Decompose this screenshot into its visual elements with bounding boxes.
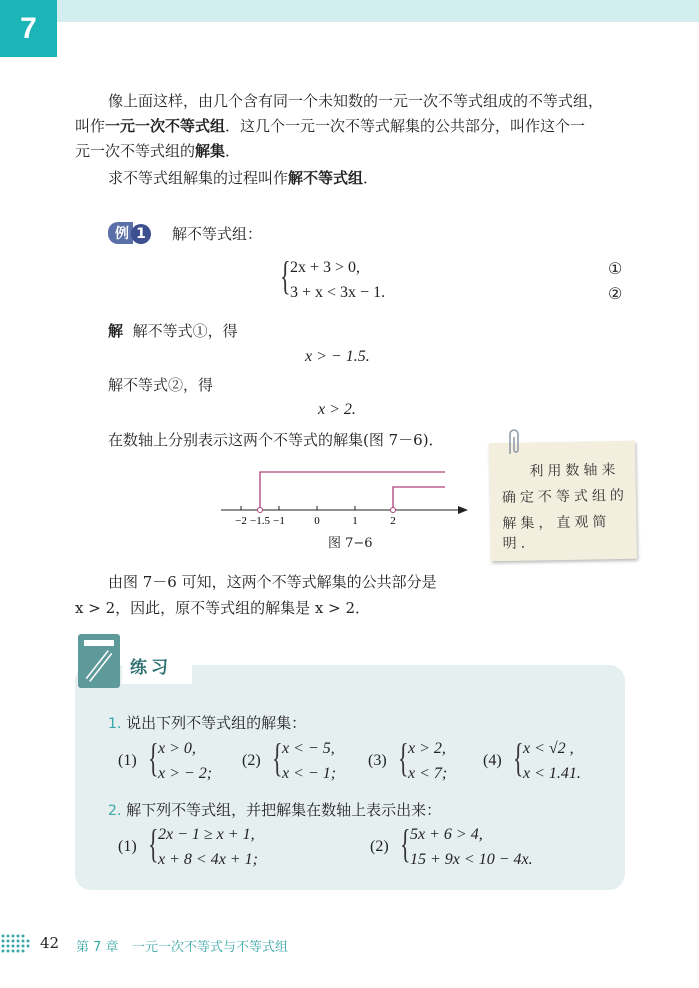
system-line-1: 2x − 1 ≥ x + 1, (158, 826, 255, 843)
system-label: (1) (118, 752, 137, 769)
brace: { (148, 735, 159, 780)
note-line: 利用数轴来 (529, 462, 620, 480)
brace: { (398, 735, 409, 780)
text: 叫作 (75, 117, 106, 135)
solution-label: 解 (108, 322, 124, 340)
page-number: 42 (40, 934, 60, 952)
system-label: (2) (370, 838, 389, 855)
system-line-1: x > 0, (158, 740, 196, 757)
example-badge (108, 222, 151, 244)
dot-arrow-icon (0, 930, 36, 958)
system-line-2: x < 1.41. (523, 765, 581, 782)
solution-step-2: 解不等式②，得 (108, 376, 214, 394)
open-point (258, 508, 263, 513)
conclusion-line-2: x > 2，因此，原不等式组的解集是 x > 2． (75, 599, 370, 617)
sticky-note (489, 441, 637, 562)
brace: { (280, 253, 291, 298)
intro-line-2 (75, 115, 585, 136)
system-line-1: x < √2 , (523, 740, 574, 757)
figure-caption: 图 7−6 (328, 536, 373, 551)
question-text: 解下列不等式组，并把解集在数轴上表示出来： (126, 801, 442, 819)
equation-1: 2x + 3 > 0, (290, 259, 361, 276)
text: 元一次不等式组的 (75, 142, 196, 160)
term-inequality-system: 一元一次不等式组 (105, 117, 226, 135)
example-number: 1 (131, 224, 151, 244)
system-line-2: x > − 2; (158, 765, 213, 782)
system-line-1: 5x + 6 > 4, (410, 826, 483, 843)
number-line-figure (215, 460, 475, 530)
arrow-icon (458, 506, 468, 514)
footer-chapter: 第 7 章 (76, 940, 119, 955)
question-2 (108, 799, 441, 820)
intro-line-1: 像上面这样，由几个含有同一个未知数的一元一次不等式组成的不等式组， (108, 92, 604, 110)
tick-label: 0 (314, 515, 320, 527)
result-1: x > − 1.5. (305, 348, 370, 365)
equation-2-marker: ② (608, 286, 623, 303)
question-number: 1. (108, 716, 122, 732)
intro-line-3 (75, 140, 240, 161)
example-prompt: 解不等式组： (172, 225, 263, 243)
text: ． (225, 142, 241, 160)
system-line-2: x < − 1; (282, 765, 337, 782)
system-label: (3) (368, 752, 387, 769)
text: 求不等式组解集的过程叫作 (108, 169, 289, 187)
note-line: 解集，直观简明． (502, 514, 611, 553)
term-solve-system: 解不等式组 (288, 169, 364, 187)
practice-title: 练习 (130, 658, 172, 678)
tick-label: 2 (390, 515, 396, 527)
term-solution-set: 解集 (195, 142, 226, 160)
intro-line-4 (108, 167, 378, 188)
system-label: (4) (483, 752, 502, 769)
tick-label: 1 (352, 515, 358, 527)
text: 解不等式①，得 (132, 322, 238, 340)
system-line-2: x < 7; (408, 765, 448, 782)
system-line-2: 15 + 9x < 10 − 4x. (410, 851, 533, 868)
question-number: 2. (108, 803, 122, 819)
tick-label: −1 (273, 515, 285, 527)
pencil-notebook-icon (78, 634, 120, 688)
system-line-1: x < − 5, (282, 740, 335, 757)
chapter-tab: 7 (0, 0, 57, 57)
result-2: x > 2. (318, 401, 356, 418)
note-line: 确定不等式组的 (501, 487, 629, 507)
brace: { (148, 821, 159, 866)
brace: { (513, 735, 524, 780)
brace: { (400, 821, 411, 866)
question-1 (108, 712, 306, 733)
tick-label: −1.5 (250, 515, 270, 527)
brace: { (272, 735, 283, 780)
text: ． (363, 169, 379, 187)
tick-label: −2 (235, 515, 247, 527)
footer-chapter-title: 一元一次不等式与不等式组 (132, 940, 289, 955)
paperclip-icon (505, 428, 521, 458)
example-label: 例 (108, 222, 133, 244)
solution-ray-2 (393, 487, 445, 508)
equation-2: 3 + x < 3x − 1. (290, 284, 386, 301)
question-text: 说出下列不等式组的解集： (126, 714, 307, 732)
conclusion-line-1: 由图 7－6 可知，这两个不等式解集的公共部分是 (108, 573, 437, 591)
text: ．这几个一元一次不等式解集的公共部分，叫作这个一 (225, 117, 586, 135)
solution-step-3: 在数轴上分别表示这两个不等式的解集(图 7－6)． (108, 431, 444, 449)
open-point (391, 508, 396, 513)
system-label: (2) (242, 752, 261, 769)
system-label: (1) (118, 838, 137, 855)
header-band (57, 0, 699, 22)
solution-step-1 (108, 320, 238, 341)
system-line-1: x > 2, (408, 740, 446, 757)
system-line-2: x + 8 < 4x + 1; (158, 851, 258, 868)
equation-1-marker: ① (608, 261, 623, 278)
solution-ray-1 (260, 472, 445, 508)
